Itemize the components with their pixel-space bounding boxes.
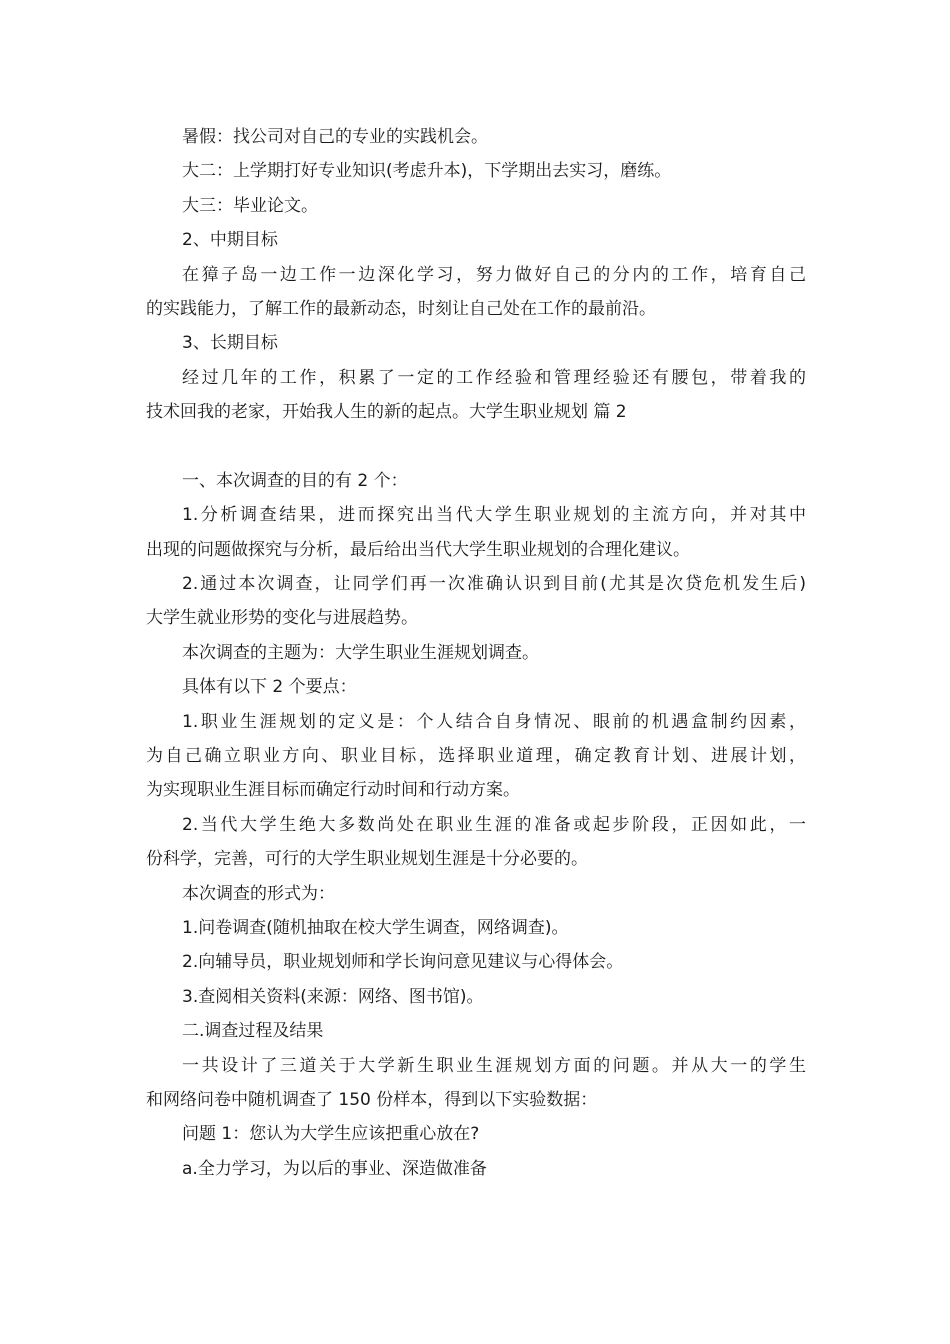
text-line: 具体有以下 2 个要点： [182,677,357,698]
section-heading: 2、中期目标 [182,230,278,251]
paragraph-line: 1.分析调查结果，进而探究出当代大学生职业规划的主流方向，并对其中 [182,505,806,526]
paragraph-line: 和网络问卷中随机调查了 150 份样本，得到以下实验数据： [146,1089,598,1110]
paragraph-line: 在獐子岛一边工作一边深化学习，努力做好自己的分内的工作，培育自己 [182,264,806,285]
section-heading: 二.调查过程及结果 [182,1021,324,1042]
paragraph-line: 的实践能力，了解工作的最新动态，时刻让自己处在工作的最前沿。 [146,298,656,319]
text-line: 本次调查的形式为： [182,883,335,904]
section-heading: 一、本次调查的目的有 2 个： [182,470,408,491]
paragraph-line: 大学生就业形势的变化与进展趋势。 [146,608,418,629]
text-line: 大三：毕业论文。 [182,195,318,216]
document-body [146,120,806,1186]
answer-option: a.全力学习，为以后的事业、深造做准备 [182,1158,487,1179]
paragraph-gap [146,430,806,464]
paragraph-line: 为实现职业生涯目标而确定行动时间和行动方案。 [146,780,520,801]
text-line: 本次调查的主题为：大学生职业生涯规划调查。 [182,642,539,663]
paragraph-line: 为自己确立职业方向、职业目标，选择职业道理，确定教育计划、进展计划， [146,746,806,767]
text-line: 暑假：找公司对自己的专业的实践机会。 [182,127,488,147]
question-line: 问题 1：您认为大学生应该把重心放在? [182,1124,480,1145]
paragraph-line: 技术回我的老家，开始我人生的新的起点。大学生职业规划 篇 2 [146,402,627,423]
paragraph-line: 一共设计了三道关于大学新生职业生涯规划方面的问题。并从大一的学生 [182,1055,806,1076]
paragraph-line: 份科学，完善，可行的大学生职业规划生涯是十分必要的。 [146,849,588,870]
paragraph-line: 经过几年的工作，积累了一定的工作经验和管理经验还有腰包，带着我的 [182,367,806,388]
paragraph-line: 1.职业生涯规划的定义是：个人结合自身情况、眼前的机遇盒制约因素， [182,711,806,732]
section-heading: 3、长期目标 [182,333,278,354]
list-item: 2.向辅导员，职业规划师和学长询问意见建议与心得体会。 [182,952,624,973]
list-item: 1.问卷调查(随机抽取在校大学生调查，网络调查)。 [182,917,569,938]
paragraph-line: 2.通过本次调查，让同学们再一次准确认识到目前(尤其是次贷危机发生后) [182,574,806,595]
list-item: 3.查阅相关资料(来源：网络、图书馆)。 [182,986,484,1007]
text-line: 大二：上学期打好专业知识(考虑升本)，下学期出去实习，磨练。 [182,161,672,182]
paragraph-line: 出现的问题做探究与分析，最后给出当代大学生职业规划的合理化建议。 [146,539,690,560]
paragraph-line: 2.当代大学生绝大多数尚处在职业生涯的准备或起步阶段，正因如此，一 [182,814,806,835]
